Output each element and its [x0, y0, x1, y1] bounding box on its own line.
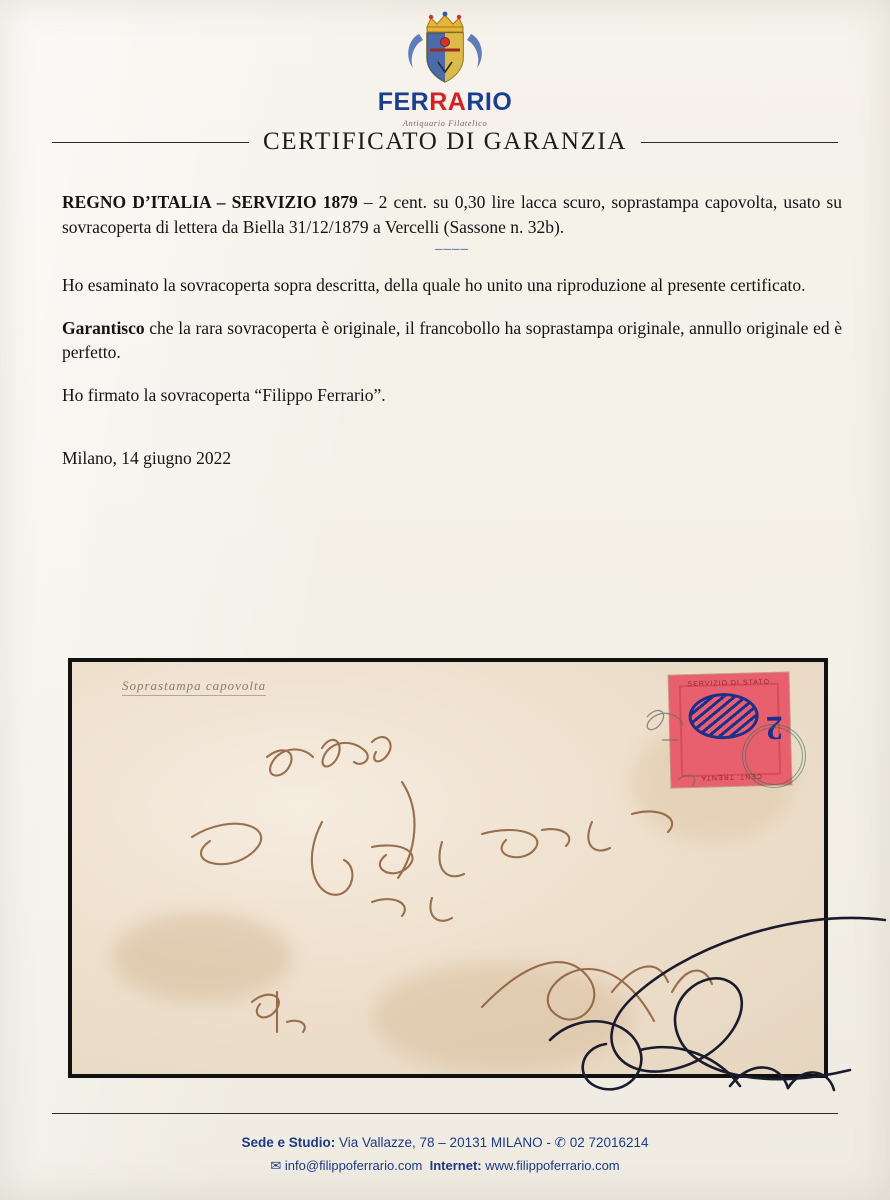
office-phone: 02 72016214 [569, 1134, 649, 1150]
office-address: Via Vallazze, 78 – 20131 MILANO - [338, 1134, 555, 1150]
item-description-bold: REGNO D’ITALIA – SERVIZIO 1879 [62, 192, 358, 212]
brand-part-1: FER [377, 88, 430, 116]
page-title: CERTIFICATO DI GARANZIA [263, 128, 627, 155]
item-description-rest: – 2 cent. su 0,30 lire lacca scuro, soprastampa capovolta, usato su sovracoperta di lettera da Biella 31/12/1879 a Vercelli (Sassone n. 32b). [62, 192, 842, 237]
footer-address-row [52, 1132, 838, 1155]
footer-contact-row [52, 1155, 838, 1178]
title-rule-right [641, 142, 838, 143]
paper-stain [112, 912, 292, 1002]
internet-label: Internet: [429, 1157, 482, 1173]
guarantee-bold: Garantisco [62, 317, 145, 338]
brand-part-3: RIO [466, 88, 513, 116]
footer [52, 1132, 838, 1178]
cover-photograph [68, 658, 828, 1078]
guarantee-rest: che la rara sovracoperta è originale, il francobollo ha soprastampa originale, annullo originale ed è perfetto. [62, 317, 842, 363]
paper-stain [372, 962, 632, 1072]
certificate-body [62, 190, 842, 488]
stamp-overprint-value: 2 [765, 708, 784, 747]
place-and-date: Milano, 14 giugno 2022 [62, 448, 232, 469]
office-label: Sede e Studio: [241, 1134, 336, 1150]
letterhead [0, 10, 890, 128]
office-website[interactable]: www.filippoferrario.com [485, 1157, 620, 1173]
paragraph-examined: Ho esaminato la sovracoperta sopra descritta, della quale ho unito una riproduzione al presente certificato. [62, 274, 806, 295]
brand-part-2: RA [429, 88, 467, 116]
brand-wordmark [378, 90, 513, 115]
heraldic-crest-icon [397, 10, 493, 88]
title-rule-left [52, 142, 249, 143]
footer-rule [52, 1113, 838, 1114]
paragraph-signed: Ho firmato la sovracoperta “Filippo Ferrario”. [62, 385, 386, 406]
office-email[interactable]: info@filippoferrario.com [284, 1157, 423, 1173]
stamp-top-text: SERVIZIO DI STATO [687, 678, 771, 689]
brand-subtitle: Antiquario Filatelico [402, 118, 488, 128]
divider-dashes: –––– [435, 240, 469, 257]
stamp-bottom-text: CENT. TRENTA [700, 772, 763, 781]
item-description [62, 190, 842, 240]
paragraph-guarantee [62, 316, 842, 366]
pencil-annotation: Soprastampa capovolta [122, 678, 266, 696]
phone-icon: ✆ [554, 1134, 566, 1151]
document-title-row [52, 128, 838, 156]
postmark-icon [742, 724, 806, 788]
envelope-icon: ✉ [270, 1158, 282, 1174]
